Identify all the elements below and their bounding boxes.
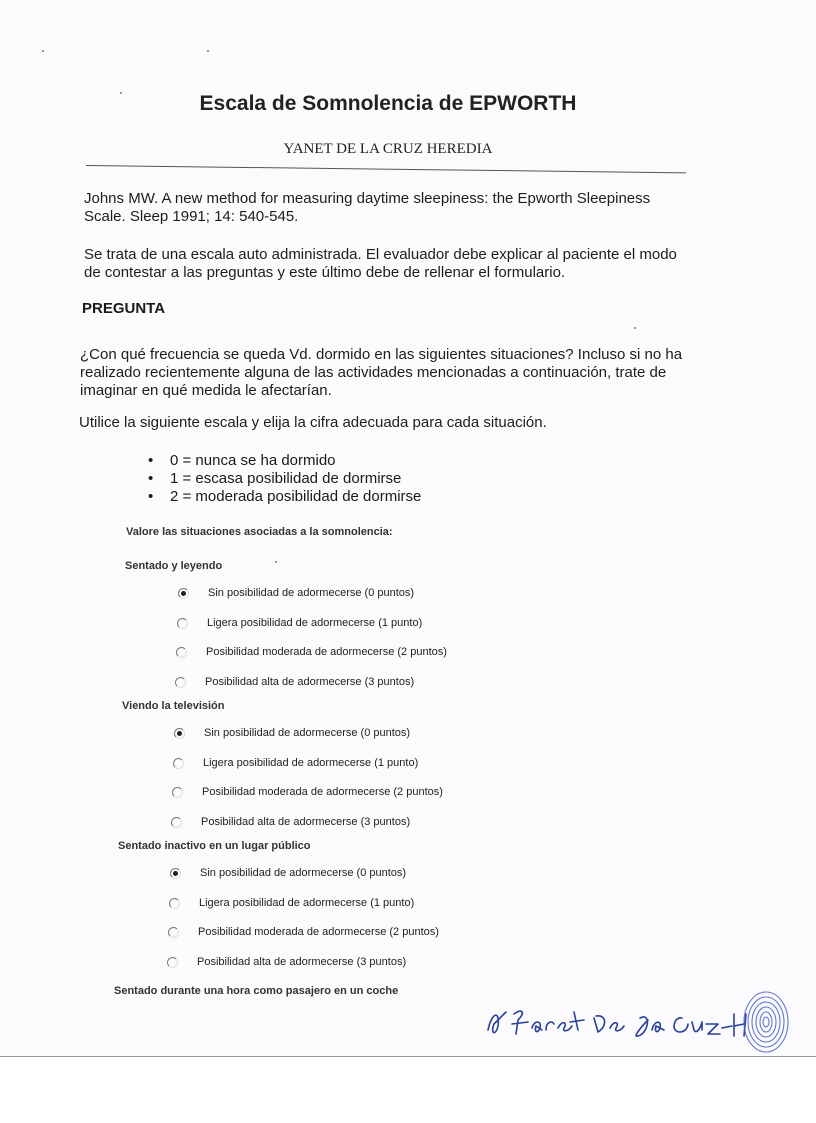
option-row[interactable] — [167, 956, 406, 970]
section-title: PREGUNTA — [82, 300, 166, 317]
scale-item: • 2 = moderada posibilidad de dormirse — [146, 488, 421, 506]
instruction-paragraph: Utilice la siguiente escala y elija la cifra adecuada para cada situación. — [79, 414, 547, 431]
group-label-television: Viendo la televisión — [122, 700, 225, 712]
document-title: Escala de Somnolencia de EPWORTH — [199, 92, 577, 115]
radio-button-checked[interactable] — [170, 868, 181, 879]
scan-speck — [275, 561, 277, 563]
option-row[interactable] — [170, 867, 406, 881]
option-row[interactable] — [171, 816, 410, 830]
option-label: Posibilidad moderada de adormecerse (2 puntos) — [206, 646, 447, 659]
group-label-car-passenger: Sentado durante una hora como pasajero en un coche — [114, 985, 399, 997]
scale-item: • 0 = nunca se ha dormido — [146, 452, 421, 470]
option-label: Sin posibilidad de adormecerse (0 puntos) — [208, 587, 415, 600]
option-row[interactable] — [172, 786, 443, 800]
option-label: Posibilidad alta de adormecerse (3 puntos) — [201, 816, 411, 829]
option-label: Ligera posibilidad de adormecerse (1 punto) — [203, 757, 419, 770]
radio-button[interactable] — [177, 618, 188, 629]
radio-button[interactable] — [169, 898, 180, 909]
option-row[interactable] — [173, 757, 418, 771]
option-row[interactable] — [169, 897, 414, 911]
radio-button[interactable] — [173, 758, 184, 769]
scale-item: • 1 = escasa posibilidad de dormirse — [146, 470, 421, 488]
radio-button[interactable] — [172, 787, 183, 798]
scan-speck — [42, 50, 44, 52]
radio-button[interactable] — [176, 647, 187, 658]
reference-citation: Johns MW. A new method for measuring daytime sleepiness: the Epworth Sleepiness Scale. Sleep 1991; 14: 540-545. — [84, 190, 651, 225]
option-row[interactable] — [168, 926, 439, 940]
group-label-public-place: Sentado inactivo en un lugar público — [118, 840, 311, 852]
radio-button[interactable] — [175, 677, 186, 688]
option-row[interactable] — [176, 646, 447, 660]
scan-speck — [634, 327, 636, 329]
handwritten-signature — [482, 990, 802, 1060]
radio-button[interactable] — [168, 927, 179, 938]
title-divider — [86, 165, 686, 173]
option-label: Posibilidad moderada de adormecerse (2 puntos) — [202, 786, 443, 799]
option-label: Ligera posibilidad de adormecerse (1 punto) — [207, 617, 423, 630]
option-row[interactable] — [177, 617, 422, 631]
form-heading: Valore las situaciones asociadas a la somnolencia: — [126, 526, 393, 538]
option-row[interactable] — [175, 676, 414, 690]
option-label: Posibilidad moderada de adormecerse (2 puntos) — [198, 926, 439, 939]
radio-button[interactable] — [171, 817, 182, 828]
option-label: Sin posibilidad de adormecerse (0 puntos) — [204, 727, 411, 740]
radio-button-checked[interactable] — [178, 588, 189, 599]
radio-button[interactable] — [167, 957, 178, 968]
option-row[interactable] — [174, 727, 410, 741]
radio-button-checked[interactable] — [174, 728, 185, 739]
intro-paragraph: Se trata de una escala auto administrada. El evaluador debe explicar al paciente el modo de contestar a las preguntas y este último debe de rellenar el formulario. — [84, 246, 677, 281]
fingerprint-icon — [744, 992, 788, 1052]
option-label: Posibilidad alta de adormecerse (3 puntos) — [205, 676, 415, 689]
question-paragraph: ¿Con qué frecuencia se queda Vd. dormido en las siguientes situaciones? Incluso si no ha realizado recientemente alguna de las actividades mencionadas a continuación, trate de imaginar en qué medida le afectarían. — [80, 346, 683, 399]
option-label: Sin posibilidad de adormecerse (0 puntos) — [200, 867, 407, 880]
option-label: Ligera posibilidad de adormecerse (1 punto) — [199, 897, 415, 910]
scan-speck — [207, 50, 209, 52]
document-author: YANET DE LA CRUZ HEREDIA — [283, 141, 493, 157]
option-label: Posibilidad alta de adormecerse (3 puntos) — [197, 956, 407, 969]
group-label-reading: Sentado y leyendo — [125, 560, 223, 572]
option-row[interactable] — [178, 587, 414, 601]
scale-list — [146, 452, 421, 506]
